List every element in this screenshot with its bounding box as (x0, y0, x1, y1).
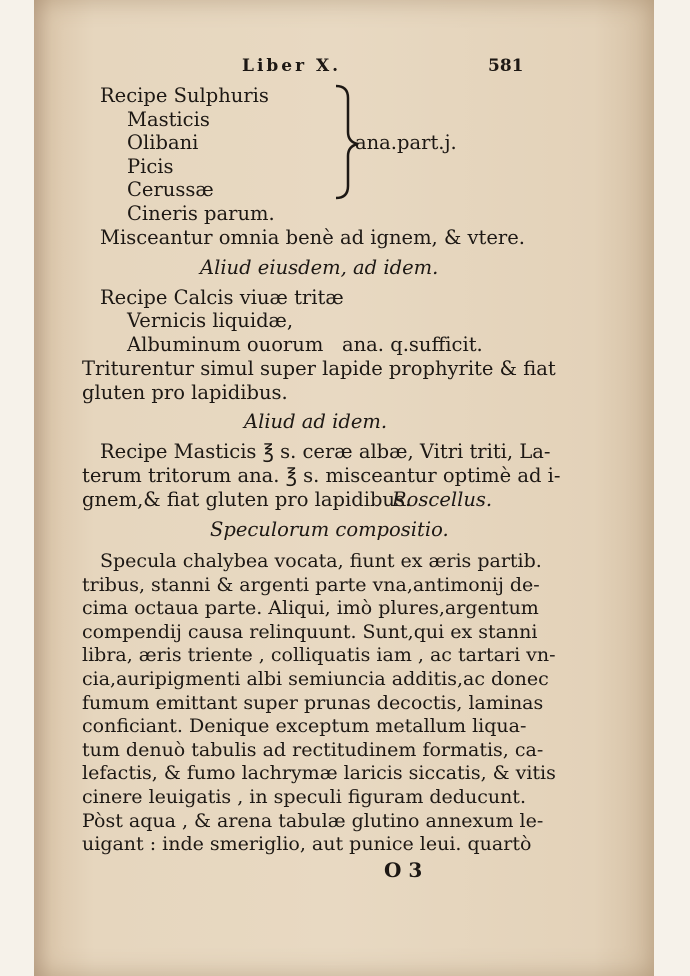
recipe3-body-0: Recipe Masticis ℥ s. ceræ albæ, Vitri triti, La- (100, 440, 551, 463)
paragraph-line: tribus, stanni & argenti parte vna,antimonij de- (82, 573, 540, 596)
recipe3-author: Roscellus. (392, 488, 493, 511)
recipe2-line-1: Recipe Calcis viuæ tritæ (100, 286, 344, 309)
paragraph-line: cia,auripigmenti albi semiuncia additis,ac donec (82, 667, 549, 690)
paragraph-line: lefactis, & fumo lachrymæ laricis siccatis, & vitis (82, 762, 556, 785)
recipe2-line-2: Vernicis liquidæ, (127, 309, 294, 332)
recipe1-line-3: Picis (127, 155, 174, 178)
paragraph-line: cinere leuigatis , in speculi figuram deducunt. (82, 785, 526, 808)
section-heading-2: Aliud ad idem. (244, 410, 388, 433)
recipe1-closing: Misceantur omnia benè ad ignem, & vtere. (100, 226, 525, 249)
recipe1-line-4: Cerussæ (127, 178, 214, 201)
recipe2-body-1: gluten pro lapidibus. (82, 381, 288, 404)
recipe1-line-2: Olibani (127, 131, 199, 154)
recipe1-line-1: Masticis (127, 108, 210, 131)
section-heading-3: Speculorum compositio. (210, 518, 449, 541)
paragraph-line: conficiant. Denique exceptum metallum liqua- (82, 715, 527, 738)
page-number: 581 (488, 56, 524, 76)
paragraph-line: compendij causa relinquunt. Sunt,qui ex stanni (82, 620, 538, 643)
recipe2-quantity: ana. q.sufficit. (342, 333, 483, 356)
paragraph-line: cima octaua parte. Aliqui, imò plures,argentum (82, 597, 539, 620)
paragraph-line: fumum emittant super prunas decoctis, laminas (82, 691, 544, 714)
paragraph-line: libra, æris triente , colliquatis iam , ac tartari vn- (82, 644, 556, 667)
recipe1-line-0: Recipe Sulphuris (100, 84, 269, 107)
recipe2-body-0: Triturentur simul super lapide prophyrite & fiat (82, 357, 556, 380)
recipe3-body-1: terum tritorum ana. ℥ s. misceantur optimè ad i- (82, 464, 561, 487)
paragraph-line: tum denuò tabulis ad rectitudinem formatis, ca- (82, 738, 544, 761)
main-paragraph (82, 550, 556, 857)
recipe1-line-5: Cineris parum. (127, 202, 275, 225)
paragraph-line: Specula chalybea vocata, fiunt ex æris partib. (100, 550, 542, 572)
brace-label: ana.part.j. (355, 131, 457, 154)
paragraph-line: uigant : inde smeriglio, aut punice leui. quartò (82, 833, 532, 856)
recipe3-body-2: gnem,& fiat gluten pro lapidibus. (82, 488, 412, 511)
section-heading-1: Aliud eiusdem, ad idem. (200, 256, 439, 279)
paragraph-line: Pòst aqua , & arena tabulæ glutino annexum le- (82, 809, 544, 832)
signature-mark: O 3 (384, 858, 423, 882)
recipe2-line-3: Albuminum ouorum (127, 333, 324, 356)
running-title: Liber X. (242, 56, 342, 76)
